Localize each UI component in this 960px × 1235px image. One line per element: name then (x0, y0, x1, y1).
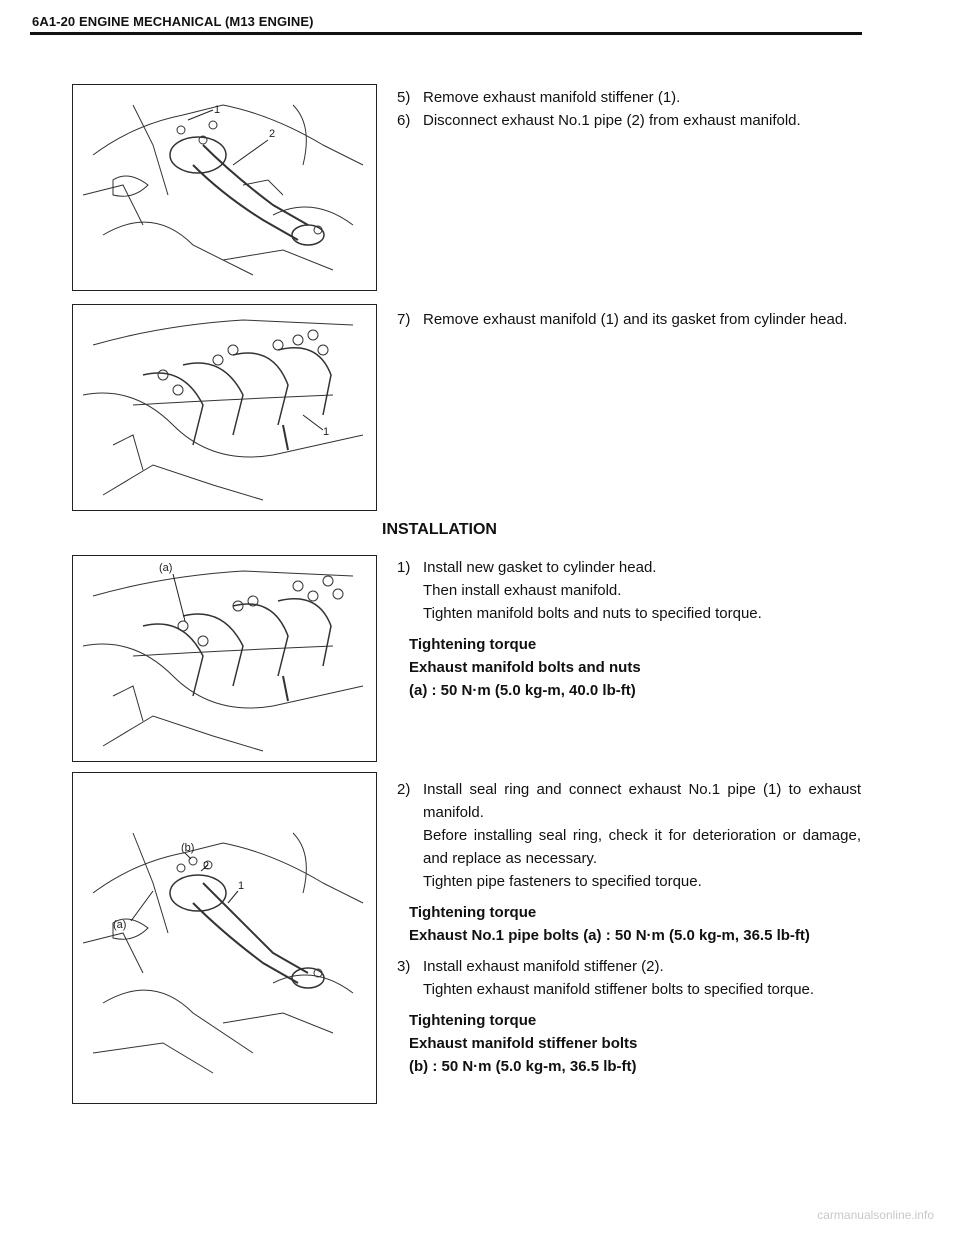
torque-heading: Tightening torque (409, 904, 537, 921)
torque-value: Exhaust No.1 pipe bolts (a) : 50 N·m (5.0 kg-m, 36.5 lb-ft) (409, 927, 810, 944)
figure-exhaust-manifold-removal (72, 304, 377, 511)
step-2 (397, 778, 861, 824)
torque-value: (b) : 50 N·m (5.0 kg-m, 36.5 lb-ft) (409, 1058, 637, 1075)
installation-step-1 (397, 556, 861, 702)
torque-heading: Tightening torque (409, 636, 537, 653)
step-1 (397, 556, 861, 579)
watermark: carmanualsonline.info (817, 1208, 934, 1222)
illustration-exhaust-pipe (73, 85, 376, 290)
illustration-exhaust-manifold (73, 556, 376, 761)
step-7 (397, 308, 861, 331)
step-text: Remove exhaust manifold stiffener (1). (423, 89, 681, 106)
figure-exhaust-manifold-install (72, 555, 377, 762)
step-text: Install exhaust manifold stiffener (2). (423, 958, 664, 975)
torque-heading: Tightening torque (409, 1012, 537, 1029)
torque-value: (a) : 50 N·m (5.0 kg-m, 40.0 lb-ft) (409, 682, 636, 699)
illustration-exhaust-manifold (73, 305, 376, 510)
installation-steps-2-3 (397, 778, 861, 1078)
step-text: Install new gasket to cylinder head. (423, 559, 657, 576)
section-title-installation: INSTALLATION (382, 521, 497, 538)
callout-1: 1 (323, 426, 330, 438)
callout-1: 1 (214, 104, 221, 116)
step-3 (397, 955, 861, 978)
step-sub-text: Tighten manifold bolts and nuts to specified torque. (423, 605, 762, 622)
step-5 (397, 86, 861, 109)
step-number: 3) (397, 958, 411, 975)
figure-exhaust-pipe-install (72, 772, 377, 1104)
step-text: Disconnect exhaust No.1 pipe (2) from exhaust manifold. (423, 112, 801, 129)
torque-item: Exhaust manifold bolts and nuts (409, 659, 641, 676)
step-number: 7) (397, 311, 411, 328)
callout-b: (b) (181, 842, 195, 854)
figure-exhaust-pipe-stiffener (72, 84, 377, 291)
step-number: 5) (397, 89, 411, 106)
step-text: Install seal ring and connect exhaust No.1 pipe (1) to exhaust manifold. (423, 781, 861, 821)
step-text: Remove exhaust manifold (1) and its gasket from cylinder head. (423, 311, 848, 328)
step-number: 1) (397, 559, 411, 576)
step-number: 2) (397, 781, 411, 798)
page-header: 6A1-20 ENGINE MECHANICAL (M13 ENGINE) (32, 14, 314, 29)
callout-a: (a) (113, 919, 127, 931)
removal-steps-5-6 (397, 86, 861, 132)
step-sub-text: Then install exhaust manifold. (423, 582, 622, 599)
step-6 (397, 109, 861, 132)
illustration-exhaust-pipe (73, 773, 376, 1103)
torque-item: Exhaust manifold stiffener bolts (409, 1035, 638, 1052)
header-rule (30, 32, 862, 35)
step-sub-text: Tighten pipe fasteners to specified torque. (423, 873, 702, 890)
step-sub-text: Before installing seal ring, check it for deterioration or damage, and replace as necessary. (423, 827, 861, 867)
removal-step-7 (397, 308, 861, 331)
step-number: 6) (397, 112, 411, 129)
callout-a: (a) (159, 562, 173, 574)
step-sub-text: Tighten exhaust manifold stiffener bolts to specified torque. (423, 981, 815, 998)
callout-2: 2 (203, 860, 210, 872)
callout-1: 1 (238, 880, 245, 892)
callout-2: 2 (269, 128, 276, 140)
